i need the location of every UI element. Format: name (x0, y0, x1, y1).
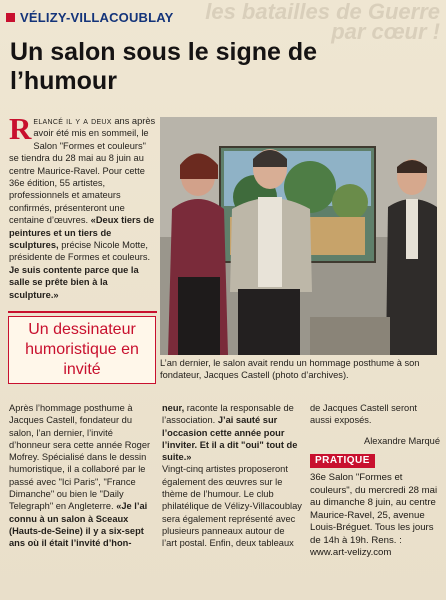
photo-illustration (160, 117, 437, 355)
col2-text-2: Vingt-cinq artistes proposeront également des œuvres sur le thème de l’humour. Le club philatélique de Vélizy-Villacoublay sera également représenté avec plusieurs panneaux autour de l’art postal. Enfin, deux tableaux (162, 464, 302, 549)
lede-text: ans après avoir été mis en sommeil, le Salon "Formes et couleurs" se tiendra du 28 mai au 8 juin au centre Maurice-Ravel. Pour cette 36e édition, 55 artistes, professionnels et amateurs confirmés, présenteront une centaine d’œuvres. (9, 116, 156, 226)
section-tag (0, 6, 174, 28)
col2-quote-end: neur, (162, 403, 185, 413)
body-column-1 (9, 402, 153, 550)
col1-text: Après l’hommage posthume à Jacques Castell, fondateur du salon, l’an dernier, l’invité d’honneur sera cette année Roger Mofrey. Spécialisé dans le dessin humoristique, il a collaboré par le passé avec "Ici Paris", "France Dimanche" ou bien le "Daily Telegraph" en Angleterre. (9, 403, 151, 512)
col1-quote: «Je l’ai connu à un salon à Sceaux (Hauts-de-Seine) il y a six-sept ans où il était l’invité d’hon- (9, 501, 148, 549)
bleed-through-text: les batailles de Guerre par cœur ! (205, 0, 440, 44)
col2-quote-2: J’ai sauté sur l’occasion cette année pour l’inviter. Et il a dit "oui" tout de suite.» (162, 415, 298, 463)
lede-smallcaps: elancé il y a deux (33, 116, 112, 126)
col2-text-1: raconte la responsable de l’association. (162, 403, 294, 426)
article-photo (160, 117, 437, 355)
subhead-rule-top (8, 311, 157, 313)
article-title: Un salon sous le signe de l’humour (10, 38, 318, 95)
subhead-box (8, 316, 156, 384)
col3-text: de Jacques Castell seront aussi exposés. (310, 403, 417, 426)
lede-quote-1: «Deux tiers de peintures et un tiers de sculptures, (9, 215, 155, 251)
red-square-icon (6, 13, 15, 22)
lede-mid: précise Nicole Motte, présidente de Formes et couleurs. (9, 240, 151, 263)
lede-quote-2: Je suis contente parce que la salle se prête bien à la sculpture.» (9, 264, 139, 300)
subhead-text: Un dessinateur humoristique en invité (25, 321, 139, 378)
pratique-label: PRATIQUE (310, 454, 375, 468)
photo-caption: L’an dernier, le salon avait rendu un hommage posthume à son fondateur, Jacques Castell (photo d’archives). (160, 358, 420, 381)
section-tag-label: VÉLIZY-VILLACOUBLAY (20, 9, 174, 25)
body-column-3 (310, 402, 440, 560)
article-lede (9, 111, 156, 301)
pratique-body: 36e Salon "Formes et couleurs", du mercredi 28 mai au dimanche 8 juin, au centre Maurice-Ravel, 25, avenue Louis-Bréguet. Tous les jours de 14h à 19h. Rens. : www.art-velizy.com (310, 472, 438, 559)
author-byline: Alexandre Marqué (364, 435, 440, 446)
drop-cap: R (9, 111, 32, 146)
body-column-2 (162, 402, 302, 550)
